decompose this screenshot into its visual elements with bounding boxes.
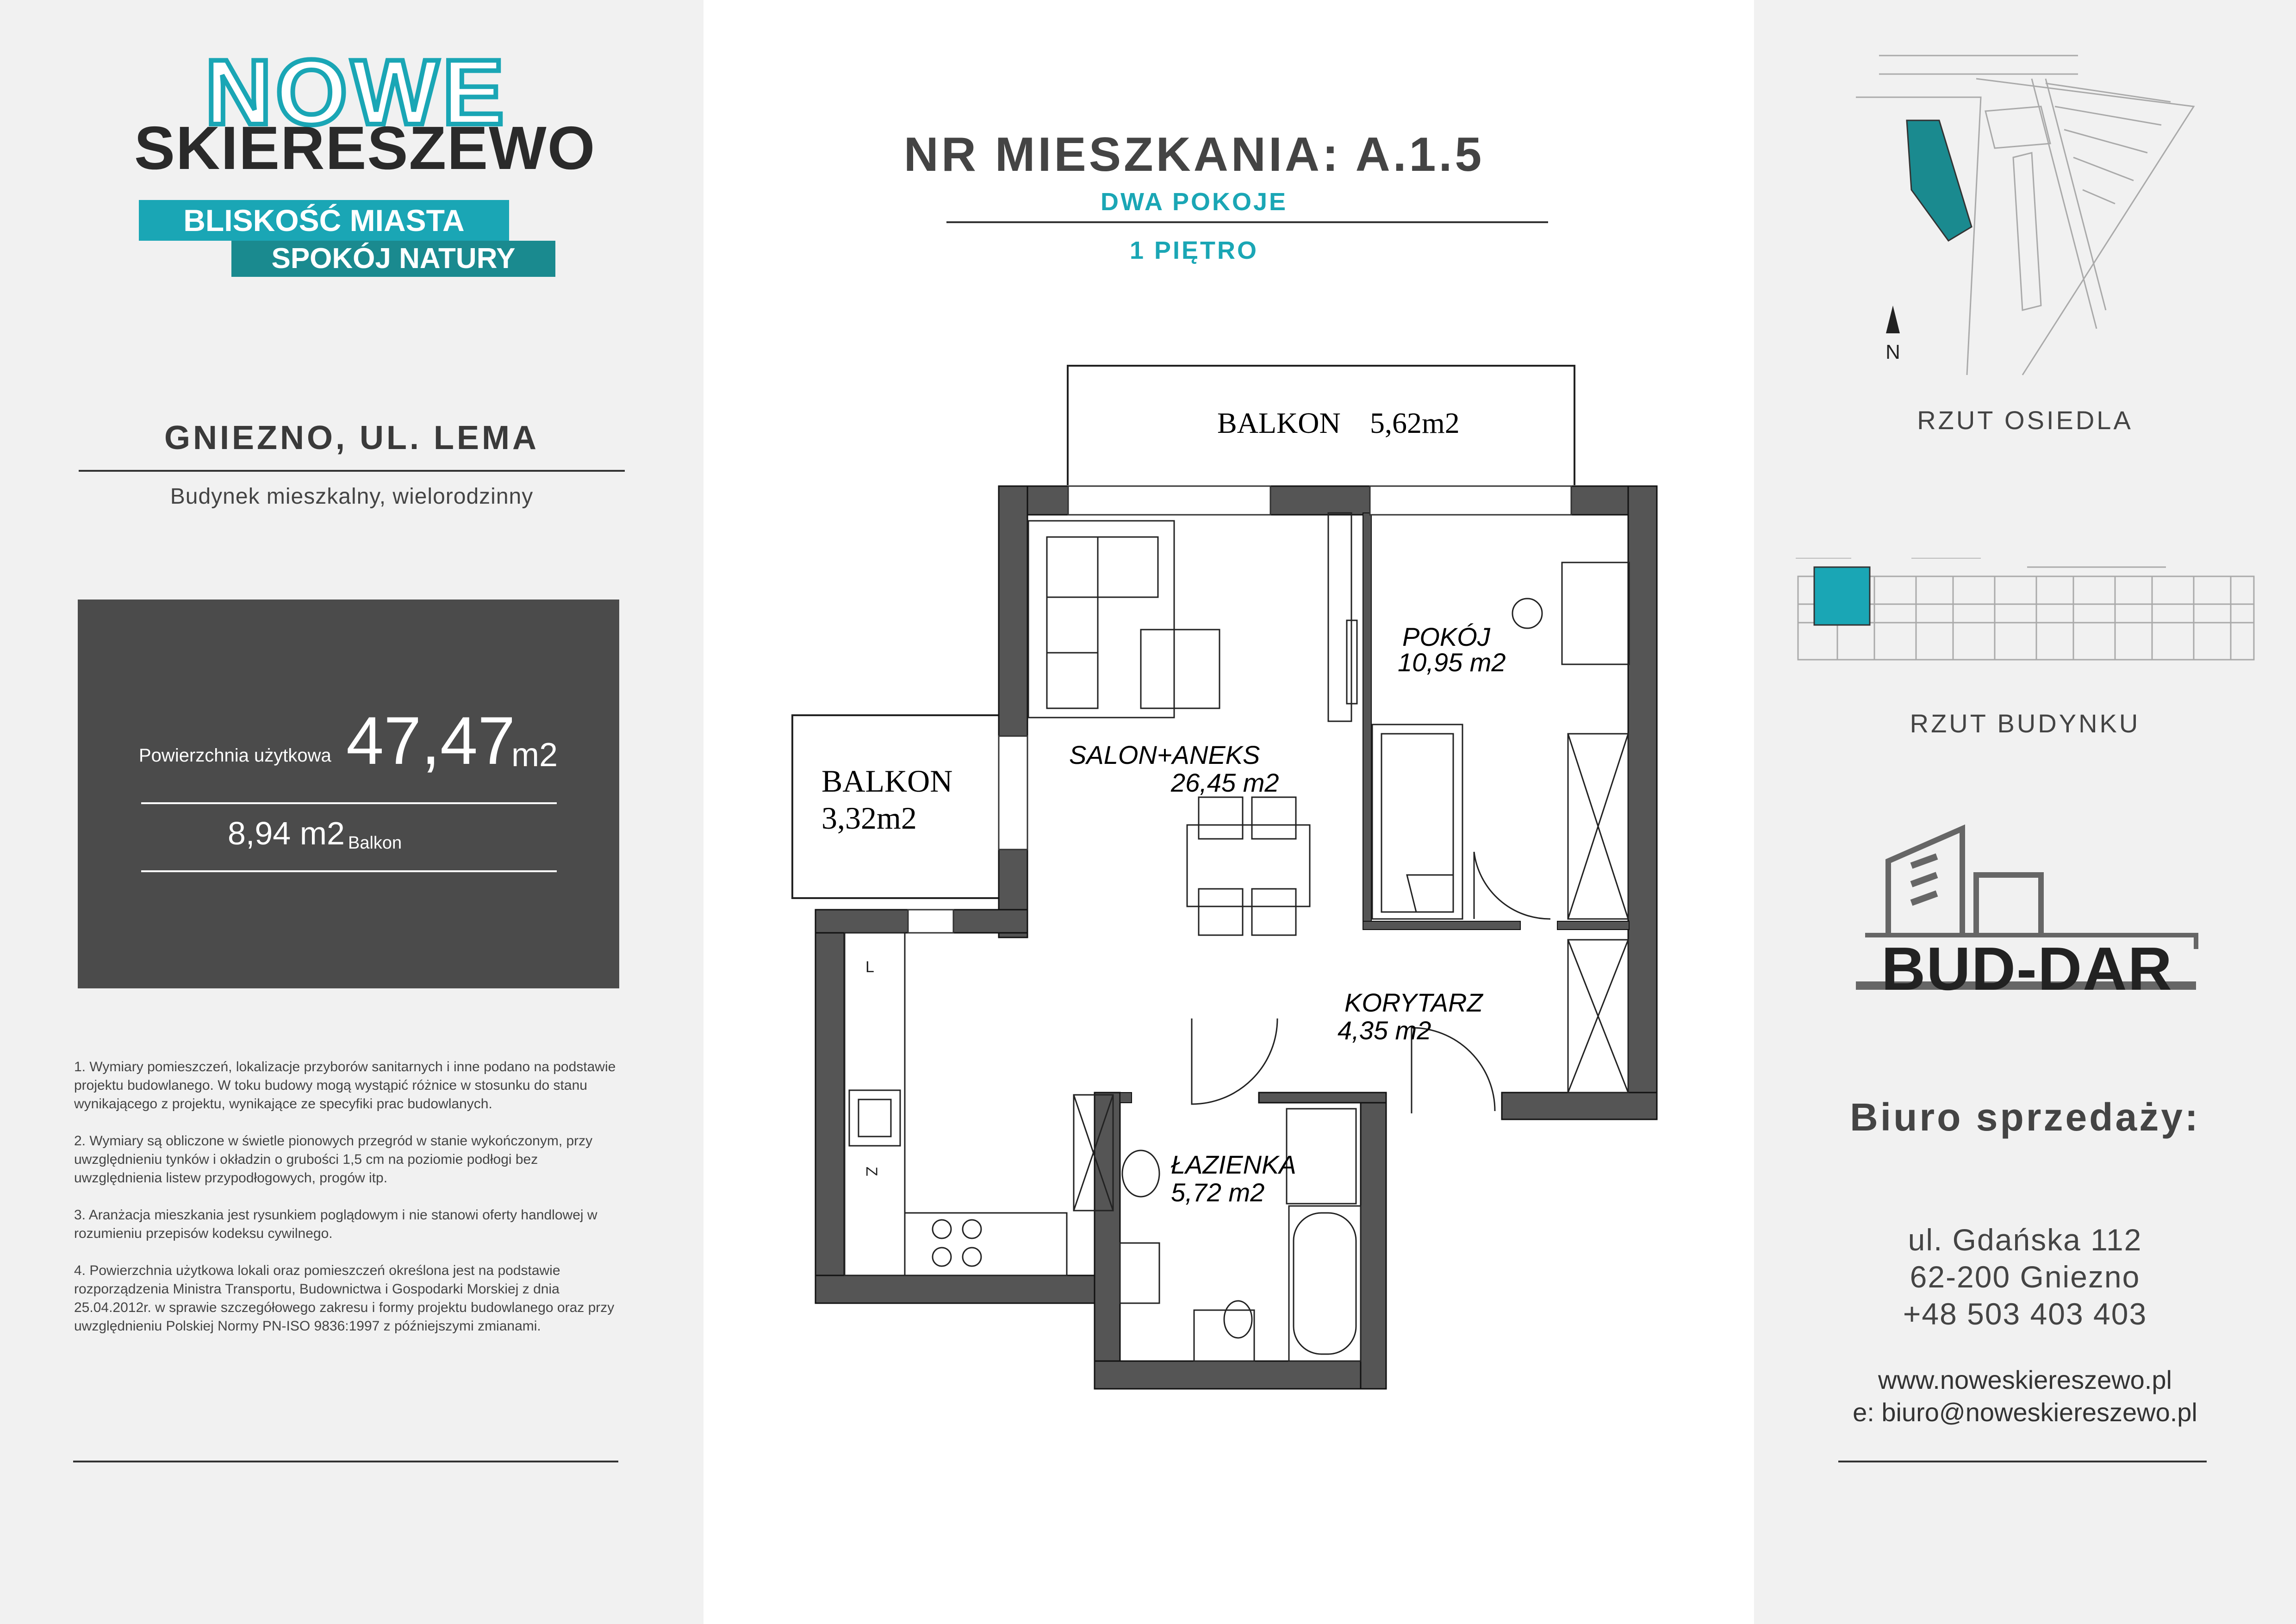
apartment-number: NR MIESZKANIA: A.1.5 <box>903 128 1485 181</box>
sales-office-title: Biuro sprzedaży: <box>1850 1095 2200 1139</box>
site-plan-map <box>1847 51 2208 384</box>
balcony-area-value: 8,94 m2 <box>228 815 345 851</box>
lazienka-name: ŁAZIENKA <box>1171 1150 1296 1179</box>
korytarz-area: 4,35 m2 <box>1338 1016 1431 1045</box>
balcony-top-name: BALKON <box>1217 406 1341 439</box>
north-label: N <box>1885 341 1900 363</box>
building-plan-caption: RZUT BUDYNKU <box>1910 709 2140 738</box>
divider <box>141 870 557 872</box>
divider <box>79 470 625 472</box>
building-plan-map <box>1796 558 2259 683</box>
note-2: 2. Wymiary są obliczone w świetle pionowych przegród w stanie wykończonym, przy uwzględnieniu tynków i okładzin o grubości 1,5 cm na poziomie podłogi bez uwzględnienia listew przypodłogowych, progów itp. <box>74 1133 593 1186</box>
apartment-highlight <box>1814 567 1870 625</box>
notes <box>74 1058 620 1354</box>
note-1: 1. Wymiary pomieszczeń, lokalizacje przyborów sanitarnych i inne podano na podstawie projektu budowlanego. W toku budowy mogą wystąpić różnice w stosunku do stanu wynikającego z projektu, wynikające ze specyfiki prac budowlanych. <box>74 1059 616 1112</box>
address-street: ul. Gdańska 112 <box>1908 1223 2142 1257</box>
balcony-left-name: BALKON <box>821 763 953 799</box>
pokoj-area: 10,95 m2 <box>1398 648 1506 677</box>
fridge-label-z: Z <box>863 1167 880 1176</box>
pokoj-name: POKÓJ <box>1402 622 1490 651</box>
balcony-top-area: 5,62m2 <box>1370 406 1460 439</box>
city-address: GNIEZNO, UL. LEMA <box>164 419 539 456</box>
divider <box>73 1461 618 1462</box>
logo-tagline-1: BLISKOŚĆ MIASTA <box>139 200 509 241</box>
note-4: 4. Powierzchnia użytkowa lokali oraz pomieszczeń określona jest na podstawie rozporządzenia Ministra Transportu, Budownictwa i Gospodarki Morskiej z dnia 25.04.2012r. w sprawie szczegółowego zakresu i formy projektu budowlanego oraz przy uwzględnieniu Polskiej Normy PN-ISO 9836:1997 z późniejszymi zmianami. <box>74 1263 615 1334</box>
area-summary-box <box>78 600 619 988</box>
logo-nowe: NOWE <box>205 41 508 144</box>
salon-name: SALON+ANEKS <box>1069 740 1260 769</box>
email-link[interactable]: e: biuro@noweskiereszewo.pl <box>1853 1398 2197 1427</box>
address-city: 62-200 Gniezno <box>1910 1260 2140 1294</box>
salon-area: 26,45 m2 <box>1171 768 1279 797</box>
site-plan-caption: RZUT OSIEDLA <box>1917 406 2133 435</box>
fridge-label-l: L <box>865 958 874 976</box>
divider <box>1838 1461 2207 1462</box>
floor-plan <box>694 324 1759 1435</box>
developer-name: BUD-DAR <box>1881 935 2173 1003</box>
floor-level: 1 PIĘTRO <box>1129 237 1259 264</box>
site-building-highlight <box>1907 120 1972 241</box>
phone-number[interactable]: +48 503 403 403 <box>1903 1297 2147 1331</box>
usable-area-value: 47,47 <box>346 703 516 778</box>
divider <box>141 802 557 804</box>
lazienka-area: 5,72 m2 <box>1171 1178 1265 1207</box>
korytarz-name: KORYTARZ <box>1344 988 1483 1017</box>
north-arrow-icon <box>1886 306 1900 333</box>
usable-area-unit: m2 <box>511 737 558 774</box>
balcony-left-area: 3,32m2 <box>821 800 917 836</box>
building-type: Budynek mieszkalny, wielorodzinny <box>170 484 534 509</box>
balcony-area-label: Balkon <box>348 833 402 853</box>
furniture <box>845 513 1629 1361</box>
website-link[interactable]: www.noweskiereszewo.pl <box>1878 1365 2172 1394</box>
note-3: 3. Aranżacja mieszkania jest rysunkiem poglądowym i nie stanowi oferty handlowej w rozumieniu przepisów kodeksu cywilnego. <box>74 1207 597 1241</box>
walls <box>815 486 1657 1389</box>
usable-area-label: Powierzchnia użytkowa <box>139 745 331 766</box>
logo-tagline-2: SPOKÓJ NATURY <box>231 241 555 277</box>
logo-skiereszewo: SKIERESZEWO <box>134 114 596 182</box>
room-count: DWA POKOJE <box>1100 188 1288 216</box>
divider <box>946 221 1548 223</box>
